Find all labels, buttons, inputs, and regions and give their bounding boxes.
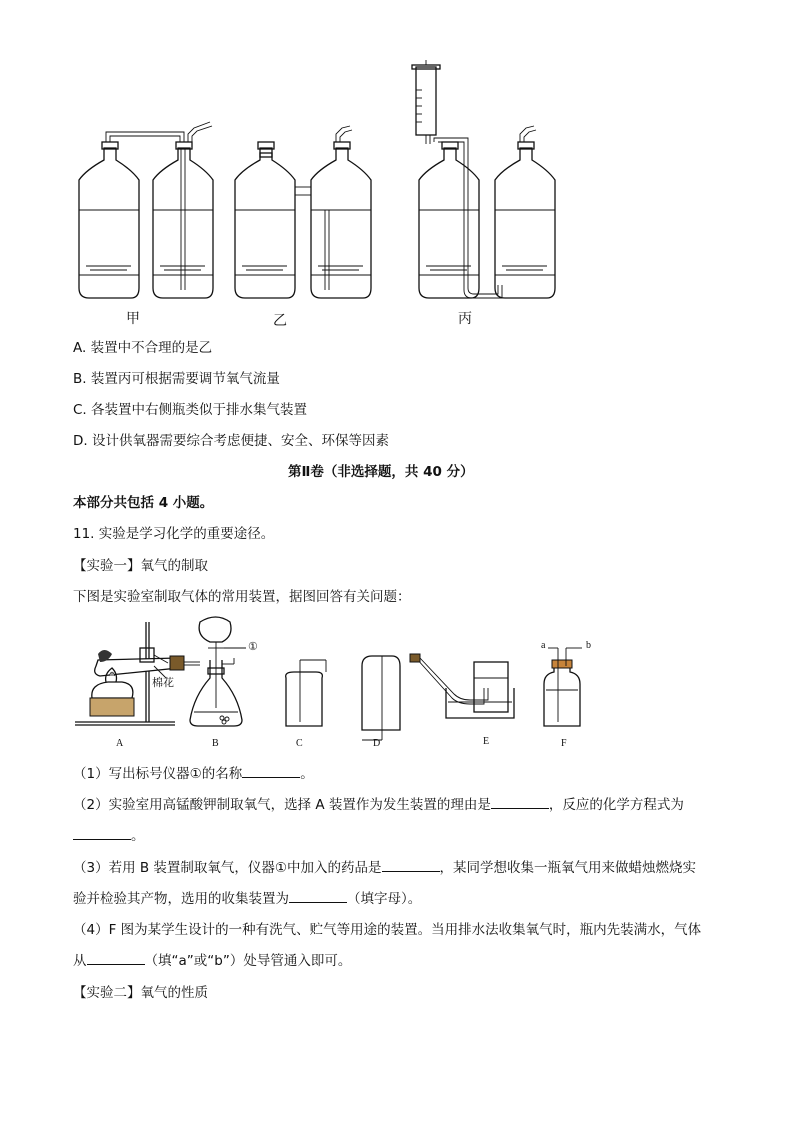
answer-blank-5[interactable]	[289, 889, 347, 903]
q11-part3-text2: 验并检验其产物，选用的收集装置为	[73, 891, 289, 907]
exp2-title: 【实验二】氧气的性质	[73, 985, 208, 1001]
answer-blank-1[interactable]	[242, 764, 300, 778]
label-b: b	[586, 640, 591, 651]
q11-part1	[73, 764, 314, 784]
label-jia: 甲	[126, 311, 140, 327]
section-title: 第Ⅱ卷（非选择题，共 40 分）	[288, 464, 474, 480]
option-c: C. 各装置中右侧瓶类似于排水集气装置	[73, 402, 308, 418]
q11-part2-cont	[73, 826, 145, 846]
label-cotton: 棉花	[152, 677, 174, 689]
answer-blank-6[interactable]	[87, 951, 145, 965]
q11-part2-mid: ，反应的化学方程式为	[548, 797, 684, 813]
q11-part4-cont	[73, 951, 351, 971]
option-a: A. 装置中不合理的是乙	[73, 340, 213, 356]
option-b: B. 装置丙可根据需要调节氧气流量	[73, 371, 280, 387]
q11-part3	[73, 858, 696, 878]
apparatus-label-e: E	[483, 736, 490, 747]
label-yi: 乙	[273, 313, 287, 329]
q11-part4-text: 从	[73, 953, 87, 969]
label-a: a	[541, 640, 546, 651]
apparatus-label-c: C	[296, 738, 303, 749]
top-figure	[60, 60, 560, 330]
label-bing: 丙	[458, 311, 472, 327]
answer-blank-3[interactable]	[73, 826, 131, 840]
q11-part2-text: （2）实验室用高锰酸钾制取氧气，选择 A 装置作为发生装置的理由是	[73, 797, 491, 813]
label-circle-1: ①	[248, 641, 258, 653]
exp1-intro: 下图是实验室制取气体的常用装置，据图回答有关问题：	[73, 589, 411, 605]
section-intro: 本部分共包括 4 小题。	[73, 495, 214, 511]
q11-part3-mid: ，某同学想收集一瓶氧气用来做蜡烛燃烧实	[439, 860, 697, 876]
answer-blank-4[interactable]	[382, 858, 440, 872]
option-d: D. 设计供氧器需要综合考虑便捷、安全、环保等因素	[73, 433, 389, 449]
apparatus-figure	[70, 618, 610, 758]
apparatus-drawing	[70, 618, 610, 758]
apparatus-label-b: B	[212, 738, 219, 749]
apparatus-label-d: D	[373, 738, 381, 749]
bottle-apparatus-drawing	[60, 60, 560, 330]
q11-part1-text: （1）写出标号仪器①的名称	[73, 766, 243, 782]
exp1-title: 【实验一】氧气的制取	[73, 558, 208, 574]
q11-stem: 11. 实验是学习化学的重要途径。	[73, 526, 275, 542]
apparatus-label-f: F	[561, 738, 567, 749]
answer-blank-2[interactable]	[491, 795, 549, 809]
q11-part4-end: （填“a”或“b”）处导管通入即可。	[144, 953, 352, 969]
q11-part3-end: （填字母）。	[347, 891, 422, 907]
q11-part3-text: （3）若用 B 装置制取氧气，仪器①中加入的药品是	[73, 860, 382, 876]
q11-part4: （4）F 图为某学生设计的一种有洗气、贮气等用途的装置。当用排水法收集氧气时，瓶内先装满水，气体	[73, 922, 702, 938]
q11-part1-end: 。	[300, 766, 314, 782]
q11-part2-end: 。	[131, 828, 145, 844]
q11-part3-cont	[73, 889, 421, 909]
q11-part2	[73, 795, 684, 815]
apparatus-label-a: A	[116, 738, 124, 749]
